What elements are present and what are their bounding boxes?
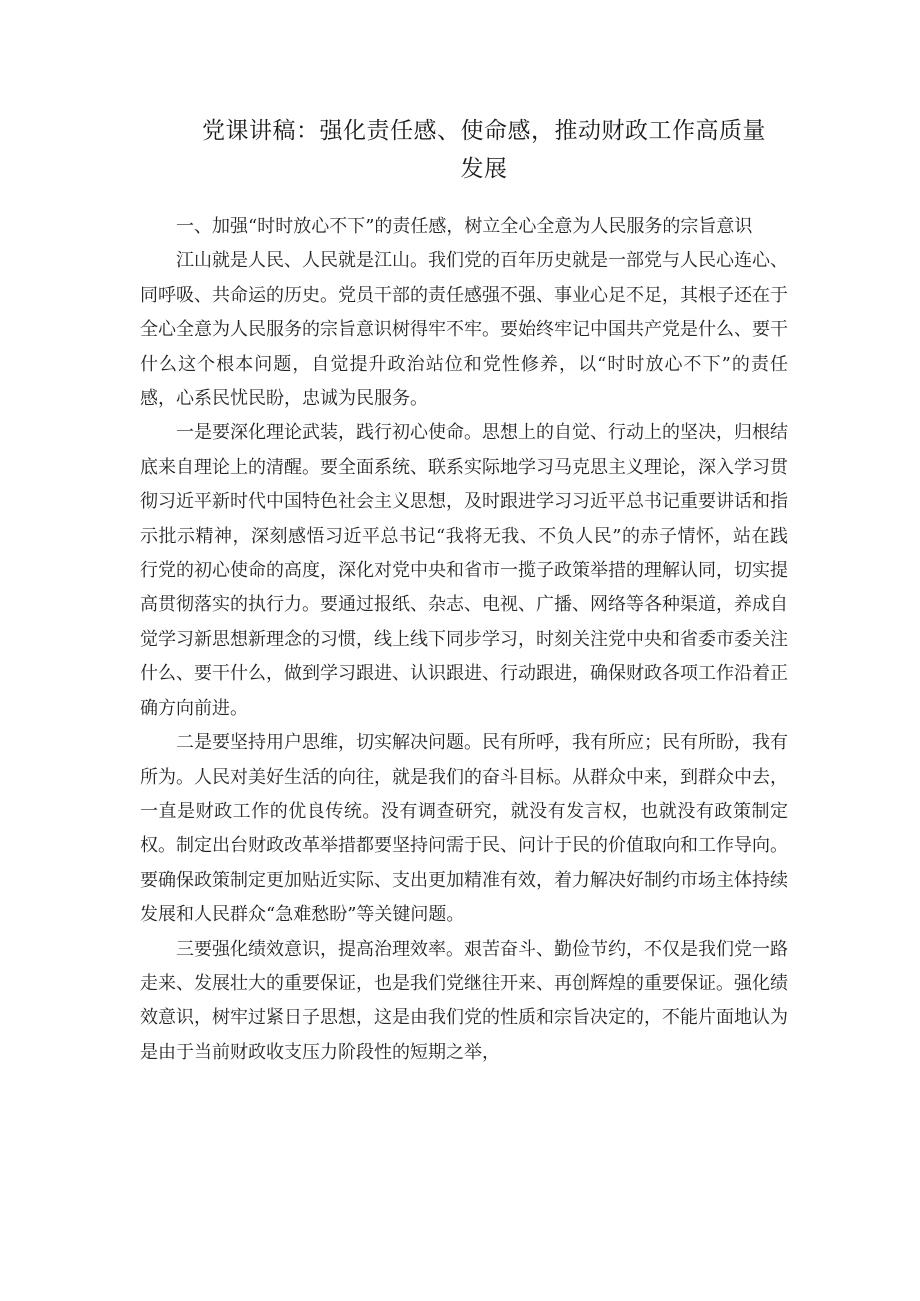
- paragraph: 一是要深化理论武装，践行初心使命。思想上的自觉、行动上的坚决，归根结底来自理论上的清醒。要全面系统、联系实际地学习马克思主义理论，深入学习贯彻习近平新时代中国特色社会主义思想，及时跟进学习习近平总书记重要讲话和指示批示精神，深刻感悟习近平总书记“我将无我、不负人民”的赤子情怀，站在践行党的初心使命的高度，深化对党中央和省市一揽子政策举措的理解认同，切实提高贯彻落实的执行力。要通过报纸、杂志、电视、广播、网络等各种渠道，养成自觉学习新思想新理念的习惯，线上线下同步学习，时刻关注党中央和省委市委关注什么、要干什么，做到学习跟进、认识跟进、行动跟进，确保财政各项工作沿着正确方向前进。: [140, 422, 788, 719]
- title-line-1: 党课讲稿：强化责任感、使命感，推动财政工作高质量: [202, 118, 766, 144]
- paragraph: 三要强化绩效意识，提高治理效率。艰苦奋斗、勤俭节约，不仅是我们党一路走来、发展壮大的重要保证，也是我们党继往开来、再创辉煌的重要保证。强化绩效意识，树牢过紧日子思想，这是由我们党的性质和宗旨决定的，不能片面地认为是由于当前财政收支压力阶段性的短期之举，: [140, 938, 788, 1063]
- section-heading: 一、加强“时时放心不下”的责任感，树立全心全意为人民服务的宗旨意识: [176, 216, 753, 237]
- paragraph: 江山就是人民、人民就是江山。我们党的百年历史就是一部党与人民心连心、同呼吸、共命运的历史。党员干部的责任感强不强、事业心足不足，其根子还在于全心全意为人民服务的宗旨意识树得牢不牢。要始终牢记中国共产党是什么、要干什么这个根本问题，自觉提升政治站位和党性修养，以“时时放心不下”的责任感，心系民忧民盼，忠诚为民服务。: [140, 250, 788, 410]
- document-body: [140, 210, 788, 1070]
- paragraph: 二是要坚持用户思维，切实解决问题。民有所呼，我有所应；民有所盼，我有所为。人民对美好生活的向往，就是我们的奋斗目标。从群众中来，到群众中去，一直是财政工作的优良传统。没有调查研究，就没有发言权，也就没有政策制定权。制定出台财政改革举措都要坚持问需于民、问计于民的价值取向和工作导向。要确保政策制定更加贴近实际、支出更加精准有效，着力解决好制约市场主体持续发展和人民群众“急难愁盼”等关键问题。: [140, 732, 788, 926]
- document-title: [140, 112, 828, 188]
- title-line-2: 发展: [460, 156, 508, 182]
